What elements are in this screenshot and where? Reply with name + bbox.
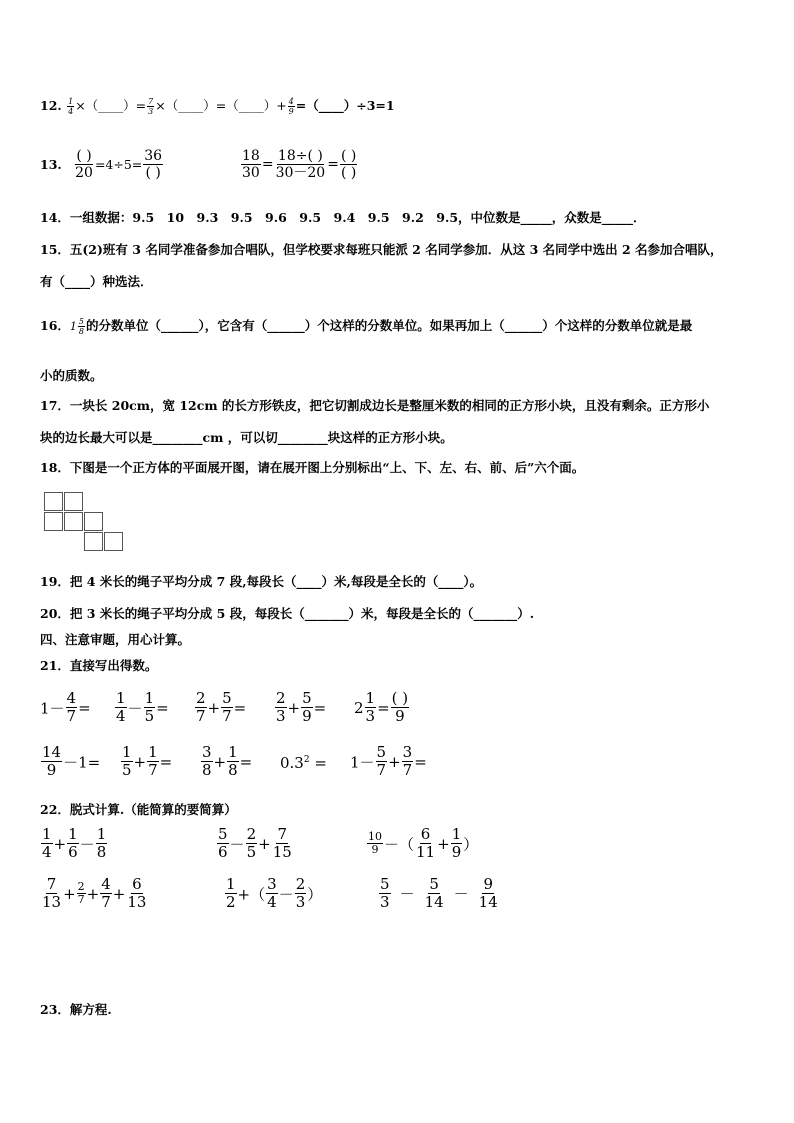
fraction: $\frac{18\div( )}{30-20}$	[275, 148, 326, 182]
fraction: $\frac{7}{3}$	[148, 96, 154, 116]
question-13: 13. $\frac{( )}{20}$ =4÷5= $\frac{36}{( )}$	[40, 148, 163, 182]
calc-expression: $\frac{1}{5}$ + $\frac{1}{7}$ =	[122, 743, 173, 780]
question-16: 16．1 $\frac{5}{8}$ 的分数单位（______），它含有（______）个这样的分数单位。如果再加上（______）个这样的分数单位就是最	[40, 316, 693, 336]
cube-net-face	[64, 492, 83, 511]
calc-expression: $\frac{3}{8}$ + $\frac{1}{8}$ =	[202, 743, 253, 780]
question-15-line2: 有（____）种选法．	[40, 274, 153, 289]
cube-net-face	[104, 532, 123, 551]
fraction: $\frac{1}{4}$	[68, 96, 74, 116]
question-18: 18．下图是一个正方体的平面展开图，请在展开图上分别标出“上、下、左、右、前、后”六个面。	[40, 460, 585, 475]
calc-expression: $\frac{14}{9}$ －1=	[42, 743, 101, 780]
fraction: $\frac{36}{( )}$	[144, 148, 163, 182]
question-17: 17．一块长 20cm，宽 12cm 的长方形铁皮，把它切割成边长是整厘米数的相同的正方形小块，且没有剩余。正方形小	[40, 398, 710, 413]
fraction: $\frac{5}{8}$	[78, 316, 84, 336]
fraction: $\frac{( )}{20}$	[75, 148, 93, 182]
calc-expression: $\frac{10}{9}$ －（ $\frac{6}{11}$ + $\frac{1}{9}$ ）	[368, 825, 479, 862]
calc-expression: $\frac{7}{13}$ + $\frac{2}{7}$ + $\frac{4}{7}$ + $\frac{6}{13}$	[42, 875, 147, 912]
calc-expression: $\frac{1}{4}$ － $\frac{1}{5}$ =	[116, 689, 169, 726]
calc-expression: $\frac{2}{3}$ + $\frac{5}{9}$ =	[276, 689, 327, 726]
cube-net-face	[44, 512, 63, 531]
calc-expression: $\frac{1}{2}$ +（ $\frac{3}{4}$ － $\frac{2}{3}$ ）	[226, 875, 323, 912]
cube-net-face	[84, 532, 103, 551]
calc-expression: $\frac{5}{6}$ － $\frac{2}{5}$ + $\frac{7}{15}$	[218, 825, 292, 862]
question-19: 19．把 4 米长的绳子平均分成 7 段,每段长（____）米,每段是全长的（____）。	[40, 574, 483, 589]
cube-net-face	[84, 512, 103, 531]
calc-expression: $\frac{2}{7}$ + $\frac{5}{7}$ =	[196, 689, 247, 726]
question-17-line2: 块的边长最大可以是________cm ，可以切________块这样的正方形小块。	[40, 430, 453, 445]
calc-expression: 1－ $\frac{4}{7}$ =	[40, 689, 91, 726]
question-12: 12. $\frac{1}{4}$ ×（____）= $\frac{7}{3}$ ×（____）=（____）+ $\frac{4}{9}$ =（____）÷3=1	[40, 96, 395, 116]
question-16-line2: 小的质数。	[40, 368, 103, 383]
calc-expression: $\frac{1}{4}$ + $\frac{1}{6}$ － $\frac{1}{8}$	[42, 825, 107, 862]
calc-expression: $0.3^2$ =	[280, 754, 327, 772]
question-21-title: 21．直接写出得数。	[40, 658, 158, 673]
fraction: $\frac{4}{9}$	[288, 96, 294, 116]
section-4-heading: 四、注意审题，用心计算。	[40, 632, 191, 647]
cube-net-face	[64, 512, 83, 531]
question-20: 20．把 3 米长的绳子平均分成 5 段，每段长（_______）米，每段是全长的（_______）.	[40, 606, 535, 621]
question-22-title: 22．脱式计算.（能简算的要简算）	[40, 802, 237, 817]
cube-net-face	[44, 492, 63, 511]
calc-expression: 2 $\frac{1}{3}$ = $\frac{( )}{9}$	[354, 689, 409, 726]
calc-expression: $\frac{5}{3}$ － $\frac{5}{14}$ － $\frac{9}{14}$	[380, 875, 498, 912]
calc-expression: 1－ $\frac{5}{7}$ + $\frac{3}{7}$ =	[350, 743, 427, 780]
fraction: $\frac{( )}{( )}$	[340, 148, 357, 182]
question-15: 15．五(2)班有 3 名同学准备参加合唱队，但学校要求每班只能派 2 名同学参加．从这 3 名同学中选出 2 名参加合唱队，	[40, 242, 723, 257]
cube-net-figure	[44, 492, 128, 554]
question-14: 14．一组数据：9.5 10 9.3 9.5 9.6 9.5 9.4 9.5 9.2 9.5，中位数是_____，众数是_____．	[40, 210, 646, 225]
question-23: 23．解方程.	[40, 1002, 112, 1017]
question-13-part-b: $\frac{18}{30}$ = $\frac{18\div( )}{30-20}$ = $\frac{( )}{( )}$	[242, 148, 357, 182]
fraction: $\frac{18}{30}$	[242, 148, 260, 182]
